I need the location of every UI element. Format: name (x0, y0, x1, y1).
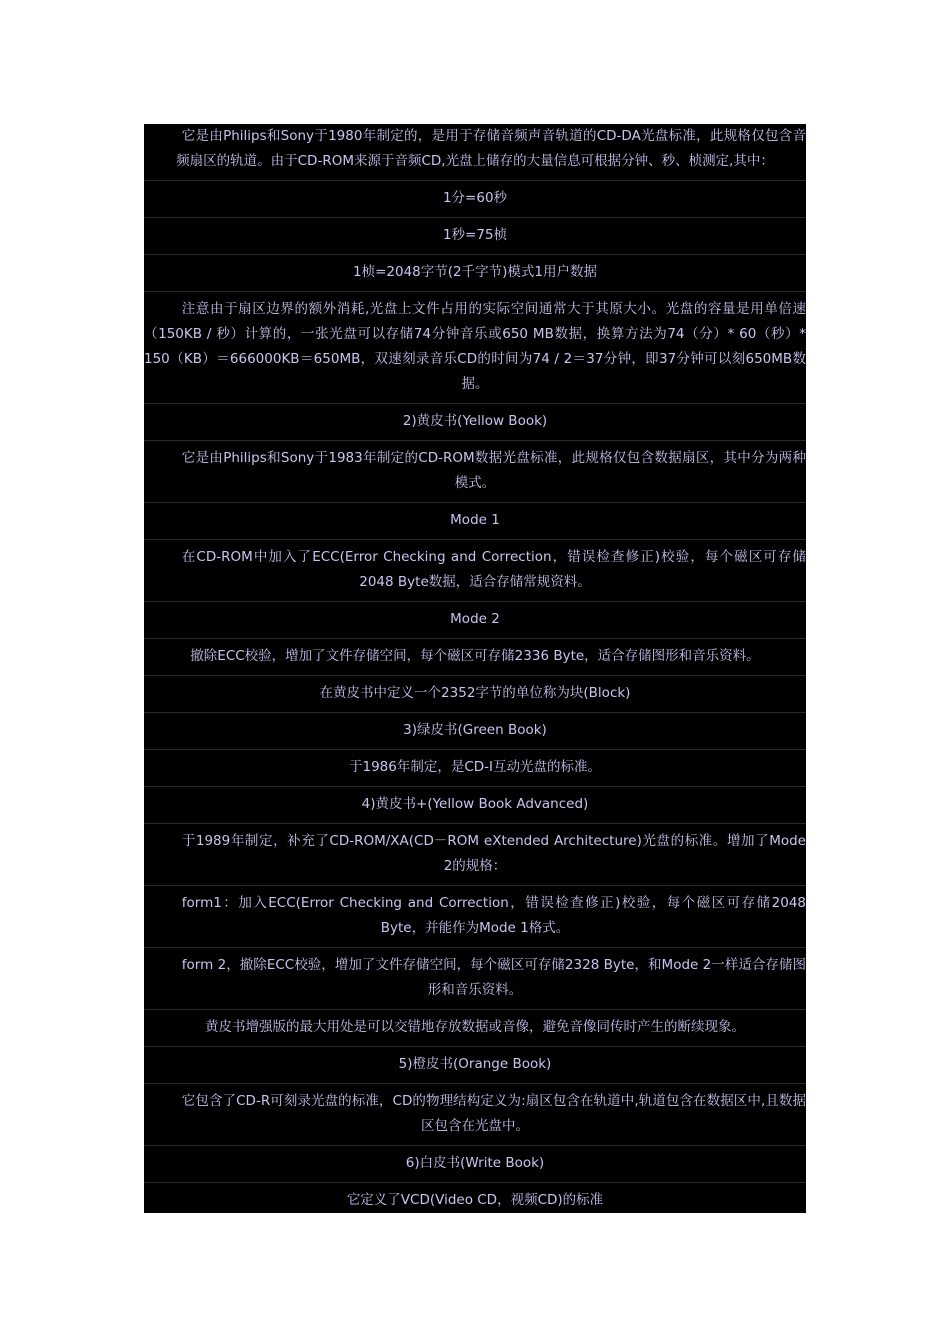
paragraph-red-book-intro (144, 124, 806, 181)
heading-text: 6)白皮书(Write Book) (405, 1155, 545, 1171)
paragraph-text: 它包含了CD-R可刻录光盘的标准，CD的物理结构定义为:扇区包含在轨道中,轨道包含在数据区中,且数据区包含在光盘中。 (181, 1093, 806, 1134)
heading-yellow-book-advanced (144, 787, 806, 824)
paragraph-cd-rom-xa (144, 824, 806, 886)
paragraph-form-2 (144, 948, 806, 1010)
heading-mode-2 (144, 602, 806, 639)
paragraph-second-definition (144, 218, 806, 255)
paragraph-text: 1秒=75桢 (442, 227, 508, 243)
paragraph-minute-definition (144, 181, 806, 218)
heading-text: Mode 1 (450, 512, 500, 528)
paragraph-text: 在CD-ROM中加入了ECC(Error Checking and Correction，错误检查修正)校验，每个磁区可存储2048 Byte数据，适合存储常规资料。 (181, 549, 806, 590)
paragraph-yellow-book-intro (144, 441, 806, 503)
paragraph-text: 于1986年制定，是CD-I互动光盘的标准。 (348, 759, 602, 775)
paragraph-text: 于1989年制定，补充了CD-ROM/XA(CD－ROM eXtended Architecture)光盘的标准。增加了Mode 2的规格： (181, 833, 806, 874)
paragraph-white-book (144, 1183, 806, 1213)
heading-text: 5)橙皮书(Orange Book) (398, 1056, 552, 1072)
paragraph-text: 黄皮书增强版的最大用处是可以交错地存放数据或音像，避免音像同传时产生的断续现象。 (205, 1019, 745, 1035)
paragraph-block-definition (144, 676, 806, 713)
paragraph-text: 撤除ECC校验，增加了文件存储空间，每个磁区可存储2336 Byte，适合存储图形和音乐资料。 (190, 648, 760, 664)
heading-orange-book (144, 1047, 806, 1084)
paragraph-text: 1桢=2048字节(2千字节)模式1用户数据 (353, 264, 597, 280)
heading-text: 2)黄皮书(Yellow Book) (402, 413, 548, 429)
heading-mode-1 (144, 503, 806, 540)
heading-text: Mode 2 (450, 611, 500, 627)
paragraph-text: 1分=60秒 (442, 190, 508, 206)
paragraph-frame-definition (144, 255, 806, 292)
document-panel (144, 124, 806, 1213)
paragraph-text: 它定义了VCD(Video CD，视频CD)的标准 (346, 1192, 604, 1208)
paragraph-form-1 (144, 886, 806, 948)
paragraph-text: 它是由Philips和Sony于1980年制定的，是用于存储音频声音轨道的CD-DA光盘标准，此规格仅包含音频扇区的轨道。由于CD-ROM来源于音频CD,光盘上储存的大量信息可根据分钟、秒、桢测定,其中： (176, 128, 806, 169)
paragraph-mode-2 (144, 639, 806, 676)
paragraph-orange-book (144, 1084, 806, 1146)
heading-green-book (144, 713, 806, 750)
paragraph-text: 在黄皮书中定义一个2352字节的单位称为块(Block) (319, 685, 631, 701)
paragraph-text: 它是由Philips和Sony于1983年制定的CD-ROM数据光盘标准，此规格仅包含数据扇区，其中分为两种模式。 (181, 450, 806, 491)
paragraph-text: 注意由于扇区边界的额外消耗,光盘上文件占用的实际空间通常大于其原大小。光盘的容量是用单倍速（150KB / 秒）计算的，一张光盘可以存储74分钟音乐或650 MB数据，换算方法为74（分）* 60（秒）* 150（KB）＝666000KB＝650MB，双速刻录音乐CD的时间为74 / 2＝37分钟，即37分钟可以刻650MB数据。 (144, 301, 806, 392)
heading-text: 3)绿皮书(Green Book) (403, 722, 547, 738)
paragraph-text: form1：加入ECC(Error Checking and Correction，错误检查修正)校验，每个磁区可存储2048 Byte，并能作为Mode 1格式。 (181, 895, 806, 936)
heading-yellow-book (144, 404, 806, 441)
heading-white-book (144, 1146, 806, 1183)
paragraph-mode-1 (144, 540, 806, 602)
paragraph-capacity-note (144, 292, 806, 404)
paragraph-green-book (144, 750, 806, 787)
paragraph-yellow-book-advanced-use (144, 1010, 806, 1047)
heading-text: 4)黄皮书+(Yellow Book Advanced) (361, 796, 589, 812)
paragraph-text: form 2，撤除ECC校验，增加了文件存储空间，每个磁区可存储2328 Byte，和Mode 2一样适合存储图形和音乐资料。 (181, 957, 806, 998)
